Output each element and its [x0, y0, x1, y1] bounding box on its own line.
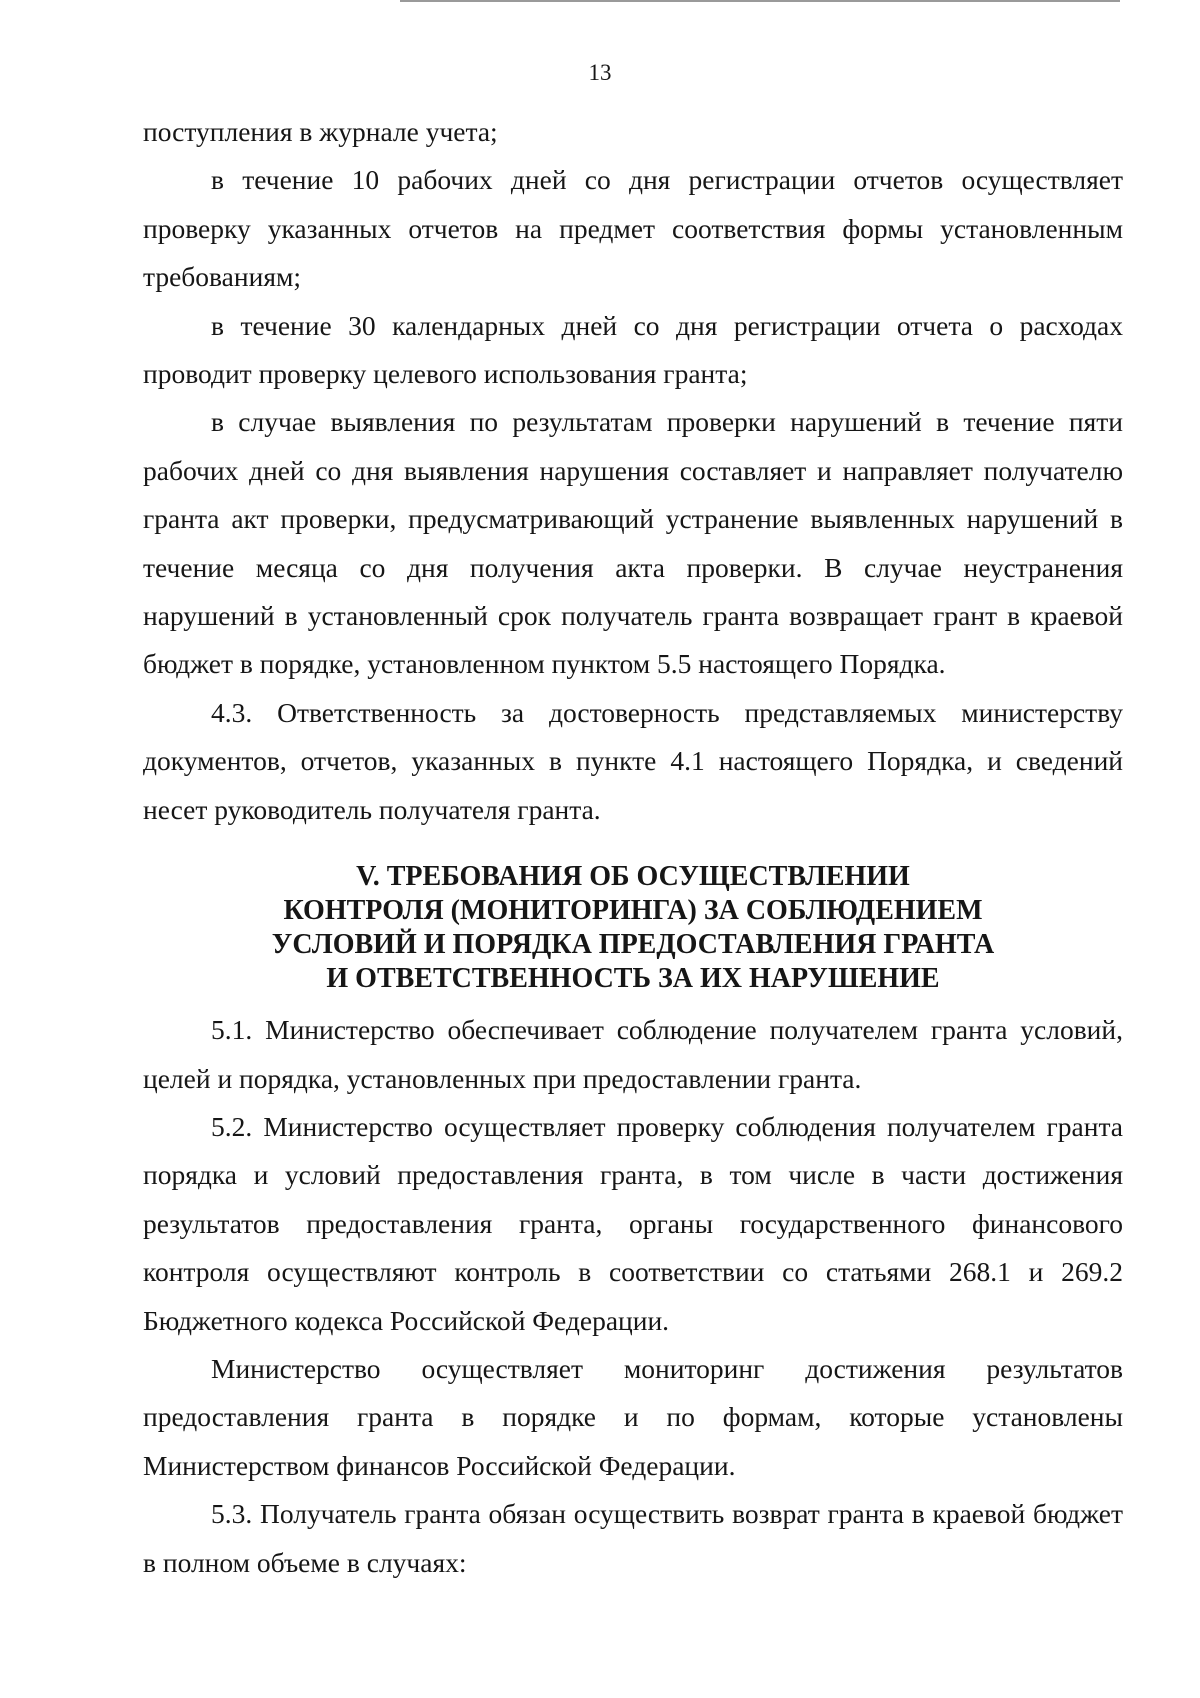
paragraph-expense-check: в течение 30 календарных дней со дня регистрации отчета о расходах проводит проверку целевого использования гранта; [143, 309, 1123, 390]
section-heading-line-2: КОНТРОЛЯ (МОНИТОРИНГА) ЗА СОБЛЮДЕНИЕМ [283, 895, 983, 927]
section-heading-line-3: УСЛОВИЙ И ПОРЯДКА ПРЕДОСТАВЛЕНИЯ ГРАНТА [271, 929, 995, 961]
paragraph-5-1: 5.1. Министерство обеспечивает соблюдение получателем гранта условий, целей и порядка, установленных при предоставлении гранта. [143, 1014, 1123, 1094]
paragraph-5-2: 5.2. Министерство осуществляет проверку соблюдения получателем гранта порядка и условий предоставления гранта, в том числе в части достижения результатов предоставления гранта, органы государственного финансового контроля осуществляют контроль в соответствии со статьями 268.1 и 269.2 Бюджетного кодекса Российской Федерации. [143, 1110, 1123, 1336]
section-heading [143, 860, 1123, 996]
section-heading-line-4: И ОТВЕТСТВЕННОСТЬ ЗА ИХ НАРУШЕНИЕ [326, 963, 940, 995]
section-heading-line-1: V. ТРЕБОВАНИЯ ОБ ОСУЩЕСТВЛЕНИИ [356, 861, 910, 893]
paragraph-5-3: 5.3. Получатель гранта обязан осуществить возврат гранта в краевой бюджет в полном объеме в случаях: [143, 1498, 1123, 1578]
scan-edge-line [400, 0, 1120, 2]
page-number: 13 [588, 60, 612, 85]
paragraph-monitoring: Министерство осуществляет мониторинг достижения результатов предоставления гранта в порядке и по формам, которые установлены Министерством финансов Российской Федерации. [143, 1352, 1123, 1481]
paragraph-continuation: поступления в журнале учета; [143, 116, 498, 147]
document-body [143, 108, 1123, 1587]
paragraph-report-check: в течение 10 рабочих дней со дня регистрации отчетов осуществляет проверку указанных отчетов на предмет соответствия формы установленным требованиям; [143, 164, 1123, 293]
paragraph-violations: в случае выявления по результатам проверки нарушений в течение пяти рабочих дней со дня выявления нарушения составляет и направляет получателю гранта акт проверки, предусматривающий устранение выявленных нарушений в течение месяца со дня получения акта проверки. В случае неустранения нарушений в установленный срок получатель гранта возвращает грант в краевой бюджет в порядке, установленном пунктом 5.5 настоящего Порядка. [143, 406, 1123, 680]
paragraph-4-3: 4.3. Ответственность за достоверность представляемых министерству документов, отчетов, указанных в пункте 4.1 настоящего Порядка, и сведений несет руководитель получателя гранта. [143, 696, 1123, 825]
